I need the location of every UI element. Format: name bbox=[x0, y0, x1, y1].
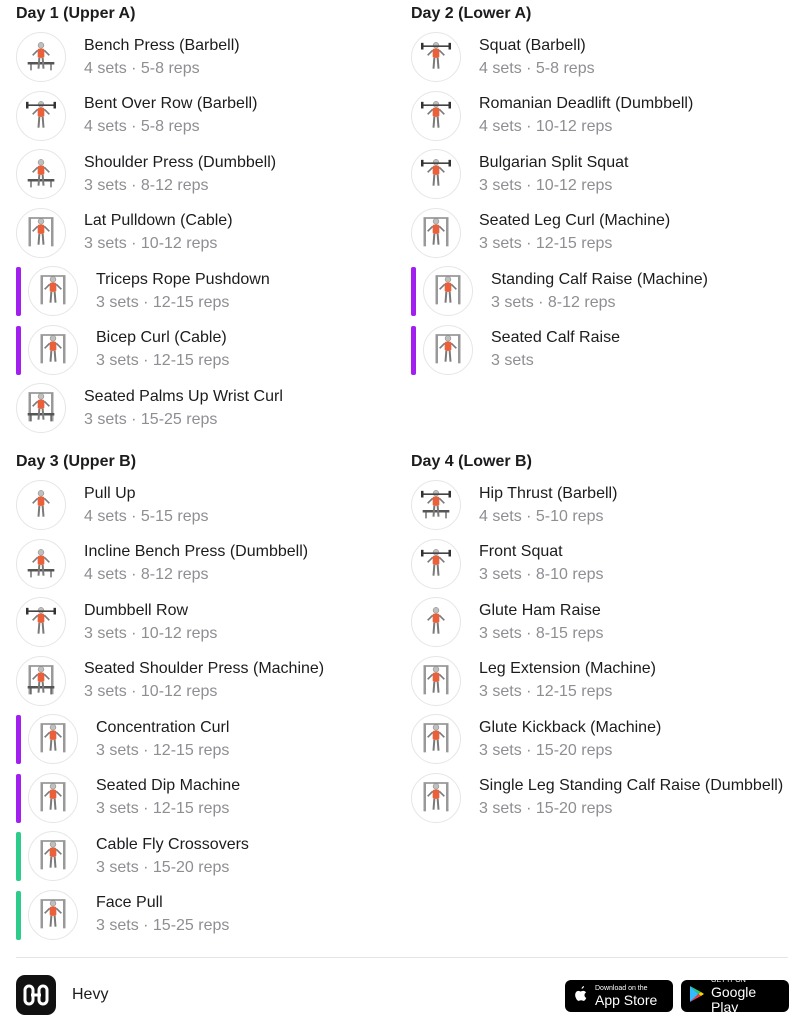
exercise-row[interactable] bbox=[16, 886, 408, 945]
exercise-name: Face Pull bbox=[96, 894, 163, 912]
leg-extension-icon bbox=[411, 656, 461, 706]
exercise-info bbox=[96, 835, 249, 878]
exercise-row[interactable] bbox=[411, 262, 803, 321]
exercise-info bbox=[479, 484, 617, 527]
exercise-row[interactable] bbox=[16, 87, 408, 146]
superset-indicator bbox=[16, 267, 21, 316]
exercise-sets: 3 sets · 12-15 reps bbox=[96, 352, 230, 370]
exercise-row[interactable] bbox=[411, 87, 803, 146]
google-play-icon bbox=[689, 985, 705, 1008]
exercise-info bbox=[84, 94, 257, 137]
exercise-row[interactable] bbox=[411, 145, 803, 204]
face-pull-icon bbox=[28, 890, 78, 940]
exercise-sets: 3 sets · 8-10 reps bbox=[479, 566, 604, 584]
concentration-curl-icon bbox=[28, 714, 78, 764]
exercise-sets: 3 sets · 12-15 reps bbox=[96, 293, 230, 311]
exercise-name: Seated Calf Raise bbox=[491, 329, 620, 347]
exercise-sets: 3 sets · 10-12 reps bbox=[479, 176, 613, 194]
exercise-name: Bent Over Row (Barbell) bbox=[84, 95, 258, 113]
exercise-info bbox=[479, 36, 595, 79]
exercise-row[interactable] bbox=[411, 28, 803, 87]
exercise-info bbox=[84, 601, 217, 644]
triceps-pushdown-icon bbox=[28, 266, 78, 316]
exercise-sets: 3 sets · 8-15 reps bbox=[479, 624, 604, 642]
exercise-name: Romanian Deadlift (Dumbbell) bbox=[479, 95, 694, 113]
incline-press-icon bbox=[16, 539, 66, 589]
calf-raise-icon bbox=[423, 266, 473, 316]
exercise-sets: 3 sets · 10-12 reps bbox=[84, 683, 218, 701]
app-name[interactable]: Hevy bbox=[72, 986, 109, 1003]
exercise-info bbox=[96, 893, 229, 936]
exercise-info bbox=[84, 36, 240, 79]
exercise-name: Seated Dip Machine bbox=[96, 777, 241, 795]
day-title: Day 3 (Upper B) bbox=[16, 453, 137, 470]
exercise-info bbox=[479, 542, 604, 585]
exercise-row[interactable] bbox=[411, 204, 803, 263]
app-store-label: App Store bbox=[595, 991, 658, 1008]
day-4-section bbox=[411, 448, 803, 827]
exercise-info bbox=[96, 776, 240, 819]
exercise-row[interactable] bbox=[411, 769, 803, 828]
exercise-name: Glute Ham Raise bbox=[479, 601, 601, 619]
exercise-row[interactable] bbox=[16, 535, 408, 594]
exercise-info bbox=[479, 211, 670, 254]
exercise-sets: 3 sets · 10-12 reps bbox=[84, 235, 218, 253]
exercise-row[interactable] bbox=[16, 262, 408, 321]
exercise-sets: 3 sets · 8-12 reps bbox=[84, 176, 209, 194]
exercise-row[interactable] bbox=[16, 710, 408, 769]
exercise-name: Squat (Barbell) bbox=[479, 36, 586, 54]
exercise-info bbox=[84, 387, 283, 430]
exercise-row[interactable] bbox=[411, 593, 803, 652]
exercise-info bbox=[479, 601, 604, 644]
exercise-sets: 4 sets · 5-8 reps bbox=[479, 59, 595, 77]
exercise-name: Pull Up bbox=[84, 484, 136, 502]
exercise-row[interactable] bbox=[16, 769, 408, 828]
exercise-name: Triceps Rope Pushdown bbox=[96, 270, 270, 288]
exercise-sets: 3 sets · 15-25 reps bbox=[96, 917, 230, 935]
exercise-name: Bicep Curl (Cable) bbox=[96, 329, 227, 347]
superset-indicator bbox=[16, 326, 21, 375]
app-store-button[interactable] bbox=[565, 980, 673, 1012]
superset-indicator bbox=[16, 774, 21, 823]
exercise-info bbox=[84, 484, 209, 527]
exercise-name: Standing Calf Raise (Machine) bbox=[491, 270, 708, 288]
exercise-row[interactable] bbox=[16, 476, 408, 535]
pull-up-icon bbox=[16, 480, 66, 530]
hip-thrust-icon bbox=[411, 480, 461, 530]
exercise-row[interactable] bbox=[16, 204, 408, 263]
wrist-curl-icon bbox=[16, 383, 66, 433]
exercise-name: Seated Shoulder Press (Machine) bbox=[84, 660, 325, 678]
seated-calf-raise-icon bbox=[423, 325, 473, 375]
exercise-name: Shoulder Press (Dumbbell) bbox=[84, 153, 277, 171]
exercise-name: Lat Pulldown (Cable) bbox=[84, 212, 233, 230]
exercise-info bbox=[479, 94, 693, 137]
exercise-row[interactable] bbox=[16, 379, 408, 438]
glute-ham-raise-icon bbox=[411, 597, 461, 647]
exercise-row[interactable] bbox=[411, 652, 803, 711]
exercise-sets: 3 sets · 12-15 reps bbox=[96, 741, 230, 759]
bench-press-icon bbox=[16, 32, 66, 82]
exercise-info bbox=[479, 659, 656, 702]
dumbbell-row-icon bbox=[16, 597, 66, 647]
bent-over-row-icon bbox=[16, 91, 66, 141]
exercise-sets: 3 sets · 12-15 reps bbox=[479, 683, 613, 701]
glute-kickback-icon bbox=[411, 714, 461, 764]
exercise-info bbox=[479, 153, 628, 196]
split-squat-icon bbox=[411, 149, 461, 199]
shoulder-press-icon bbox=[16, 149, 66, 199]
google-play-label: Google Play bbox=[711, 984, 757, 1015]
day-title: Day 1 (Upper A) bbox=[16, 5, 136, 22]
superset-indicator bbox=[16, 832, 21, 881]
superset-indicator bbox=[411, 326, 416, 375]
exercise-info bbox=[84, 659, 324, 702]
bicep-curl-icon bbox=[28, 325, 78, 375]
exercise-row[interactable] bbox=[16, 145, 408, 204]
exercise-info bbox=[96, 718, 229, 761]
day-title: Day 4 (Lower B) bbox=[411, 453, 532, 470]
exercise-name: Incline Bench Press (Dumbbell) bbox=[84, 543, 309, 561]
exercise-sets: 3 sets · 15-20 reps bbox=[96, 858, 230, 876]
exercise-sets: 4 sets · 10-12 reps bbox=[479, 118, 613, 136]
exercise-name: Front Squat bbox=[479, 543, 563, 561]
exercise-name: Concentration Curl bbox=[96, 718, 230, 736]
exercise-name: Dumbbell Row bbox=[84, 601, 189, 619]
google-play-button[interactable] bbox=[681, 977, 789, 1015]
exercise-sets: 3 sets · 10-12 reps bbox=[84, 624, 218, 642]
exercise-row[interactable] bbox=[16, 28, 408, 87]
exercise-row[interactable] bbox=[411, 321, 803, 380]
exercise-sets: 4 sets · 5-15 reps bbox=[84, 507, 209, 525]
day-1-section bbox=[16, 0, 408, 438]
footer-divider bbox=[16, 957, 788, 958]
leg-curl-icon bbox=[411, 208, 461, 258]
exercise-name: Bulgarian Split Squat bbox=[479, 153, 629, 171]
exercise-row[interactable] bbox=[16, 321, 408, 380]
exercise-row[interactable] bbox=[16, 827, 408, 886]
exercise-name: Leg Extension (Machine) bbox=[479, 660, 656, 678]
exercise-row[interactable] bbox=[411, 476, 803, 535]
exercise-name: Hip Thrust (Barbell) bbox=[479, 484, 618, 502]
exercise-row[interactable] bbox=[16, 652, 408, 711]
exercise-sets: 4 sets · 5-8 reps bbox=[84, 59, 200, 77]
google-play-small-label: GET IT ON bbox=[711, 977, 746, 984]
exercise-info bbox=[84, 153, 276, 196]
front-squat-icon bbox=[411, 539, 461, 589]
day-3-section bbox=[16, 448, 408, 944]
romanian-deadlift-icon bbox=[411, 91, 461, 141]
exercise-name: Seated Palms Up Wrist Curl bbox=[84, 387, 283, 405]
exercise-name: Bench Press (Barbell) bbox=[84, 36, 240, 54]
superset-indicator bbox=[411, 267, 416, 316]
day-title: Day 2 (Lower A) bbox=[411, 5, 532, 22]
superset-indicator bbox=[16, 891, 21, 940]
dip-machine-icon bbox=[28, 773, 78, 823]
day-2-section bbox=[411, 0, 803, 379]
exercise-info bbox=[491, 270, 708, 313]
exercise-sets: 3 sets · 12-15 reps bbox=[479, 235, 613, 253]
exercise-name: Single Leg Standing Calf Raise (Dumbbell) bbox=[479, 777, 784, 795]
superset-indicator bbox=[16, 715, 21, 764]
exercise-sets: 3 sets · 15-25 reps bbox=[84, 410, 218, 428]
exercise-info bbox=[84, 211, 233, 254]
exercise-sets: 3 sets · 15-20 reps bbox=[479, 741, 613, 759]
app-store-small-label: Download on the bbox=[595, 984, 648, 992]
exercise-info bbox=[491, 328, 620, 371]
exercise-sets: 3 sets · 8-12 reps bbox=[491, 293, 616, 311]
exercise-sets: 3 sets bbox=[491, 352, 534, 370]
hevy-logo-icon[interactable] bbox=[16, 975, 56, 1015]
exercise-sets: 3 sets · 12-15 reps bbox=[96, 800, 230, 818]
exercise-info bbox=[84, 542, 308, 585]
exercise-name: Seated Leg Curl (Machine) bbox=[479, 212, 671, 230]
single-leg-calf-raise-icon bbox=[411, 773, 461, 823]
exercise-info bbox=[96, 270, 270, 313]
exercise-sets: 4 sets · 5-8 reps bbox=[84, 118, 200, 136]
exercise-name: Cable Fly Crossovers bbox=[96, 835, 249, 853]
exercise-sets: 3 sets · 15-20 reps bbox=[479, 800, 613, 818]
lat-pulldown-icon bbox=[16, 208, 66, 258]
exercise-row[interactable] bbox=[411, 710, 803, 769]
apple-icon bbox=[573, 985, 589, 1008]
exercise-info bbox=[479, 718, 661, 761]
machine-shoulder-press-icon bbox=[16, 656, 66, 706]
exercise-name: Glute Kickback (Machine) bbox=[479, 718, 662, 736]
exercise-info bbox=[96, 328, 229, 371]
squat-icon bbox=[411, 32, 461, 82]
exercise-info bbox=[479, 776, 783, 819]
exercise-row[interactable] bbox=[411, 535, 803, 594]
cable-fly-icon bbox=[28, 831, 78, 881]
exercise-sets: 4 sets · 5-10 reps bbox=[479, 507, 604, 525]
exercise-row[interactable] bbox=[16, 593, 408, 652]
exercise-sets: 4 sets · 8-12 reps bbox=[84, 566, 209, 584]
